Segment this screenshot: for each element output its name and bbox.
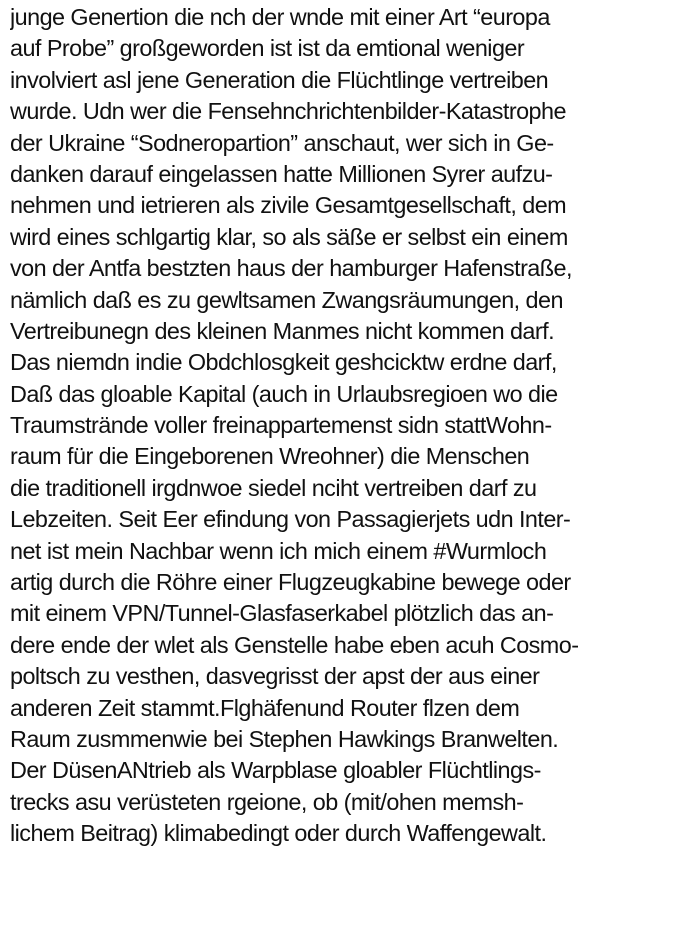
text-line: junge Genertion die nch der wnde mit einer Art “europa — [10, 4, 550, 30]
text-line: wurde. Udn wer die Fensehnchrichtenbilder-Katastrophe — [10, 98, 566, 125]
text-line: auf Probe” großgeworden ist ist da emtional weniger — [10, 35, 525, 62]
text-line: die traditionell irgdnwoe siedel nciht vertreiben darf zu — [10, 474, 537, 501]
body-paragraph — [10, 2, 682, 850]
text-line: Lebzeiten. Seit Eer efindung von Passagierjets udn Inter- — [10, 506, 571, 533]
text-line: Der DüsenANtrieb als Warpblase gloabler Flüchtlings- — [10, 757, 541, 784]
text-line: poltsch zu vesthen, dasvegrisst der apst der aus einer — [10, 663, 540, 690]
text-line: raum für die Eingeborenen Wreohner) die Menschen — [10, 443, 530, 470]
text-line: nehmen und ietrieren als zivile Gesamtgesellschaft, dem — [10, 192, 567, 219]
text-line: dere ende der wlet als Genstelle habe eben acuh Cosmo- — [10, 631, 579, 658]
text-line: Vertreibunegn des kleinen Manmes nicht kommen darf. — [10, 317, 555, 344]
text-line: trecks asu verüsteten rgeione, ob (mit/ohen memsh- — [10, 788, 524, 815]
text-line: nämlich daß es zu gewltsamen Zwangsräumungen, den — [10, 286, 563, 313]
text-line: danken darauf eingelassen hatte Millionen Syrer aufzu- — [10, 160, 553, 187]
text-line: net ist mein Nachbar wenn ich mich einem #Wurmloch — [10, 537, 547, 564]
text-line: Traumstrände voller freinappartemenst sidn stattWohn- — [10, 412, 552, 439]
text-line: wird eines schlgartig klar, so als säße er selbst ein einem — [10, 223, 568, 250]
text-line: Das niemdn indie Obdchlosgkeit geshcicktw erdne darf, — [10, 349, 557, 376]
text-line: Daß das gloable Kapital (auch in Urlaubsregioen wo die — [10, 380, 558, 407]
text-line: Raum zusmmenwie bei Stephen Hawkings Branwelten. — [10, 725, 559, 752]
text-line: artig durch die Röhre einer Flugzeugkabine bewege oder — [10, 569, 571, 596]
text-line: involviert asl jene Generation die Flüchtlinge vertreiben — [10, 66, 549, 93]
text-line: mit einem VPN/Tunnel-Glasfaserkabel plötzlich das an- — [10, 600, 554, 627]
text-line: anderen Zeit stammt.Flghäfenund Router flzen dem — [10, 694, 520, 721]
text-line: lichem Beitrag) klimabedingt oder durch Waffengewalt. — [10, 820, 547, 847]
text-line: der Ukraine “Sodneropartion” anschaut, wer sich in Ge- — [10, 129, 554, 156]
text-line: von der Antfa bestzten haus der hamburger Hafenstraße, — [10, 255, 572, 282]
